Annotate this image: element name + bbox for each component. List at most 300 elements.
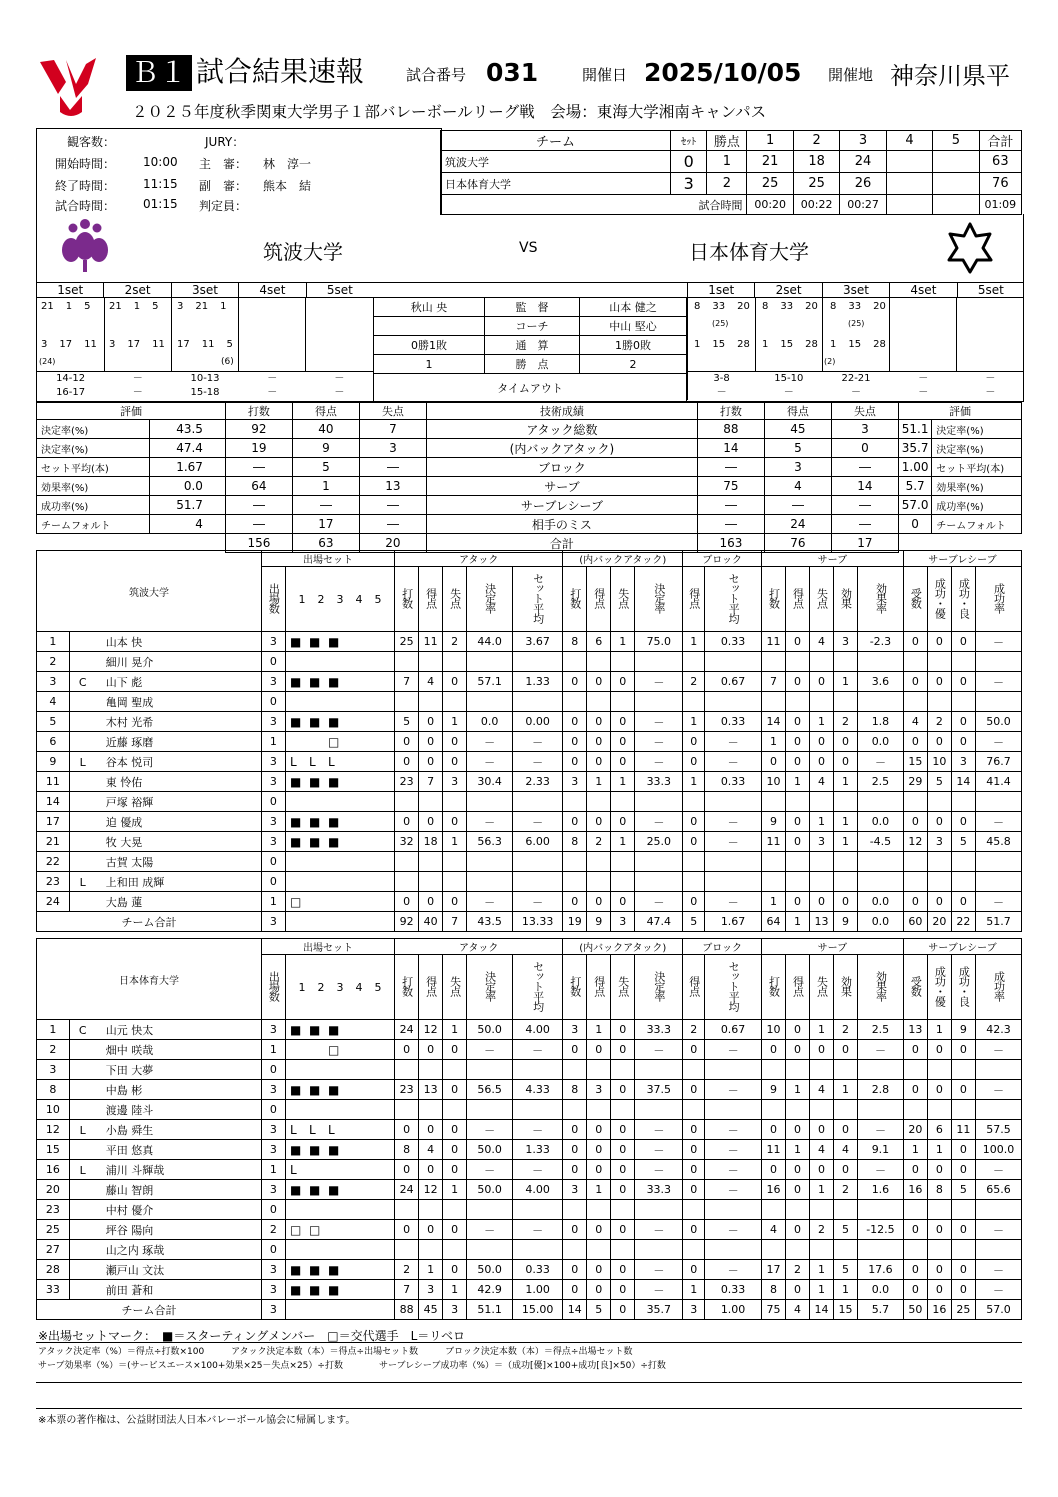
stat-value: 0 xyxy=(443,1040,467,1060)
back-header-text: 失点 xyxy=(616,975,630,996)
stat-value: 0 xyxy=(611,752,635,772)
stat-value xyxy=(761,1240,785,1260)
stat-value: － xyxy=(975,1160,1021,1180)
set-marks xyxy=(285,852,394,872)
position: 1 xyxy=(65,301,73,312)
set-mark: ■ xyxy=(308,714,321,729)
stat-value: 5 xyxy=(587,1300,611,1320)
stat-value xyxy=(903,692,927,712)
judge-label: 判定員： xyxy=(199,199,248,213)
score-points: 1 xyxy=(707,151,747,173)
position: 5 xyxy=(152,301,159,312)
score-set: 21 xyxy=(747,151,793,173)
timeout-score: － xyxy=(918,373,929,384)
stat-value: 5 xyxy=(683,912,705,932)
stat-value: － xyxy=(975,1280,1021,1300)
player-number: 11 xyxy=(37,772,70,792)
stat-value: 2 xyxy=(809,1220,833,1240)
stat-value: 0 xyxy=(611,1020,635,1040)
player-name-cell xyxy=(69,712,261,732)
err: 7 xyxy=(359,420,426,439)
player-row xyxy=(37,1280,1022,1300)
stat-value xyxy=(419,1060,443,1080)
set-numbers-header xyxy=(285,567,394,632)
stat-value: 57.5 xyxy=(975,1120,1021,1140)
eval-header: 評価 xyxy=(37,403,226,420)
stat-value: 0 xyxy=(785,1220,809,1240)
stat-value: 0.00 xyxy=(513,712,563,732)
set-number: 2 xyxy=(317,592,325,606)
serve-header xyxy=(761,955,785,1020)
stat-value: 0 xyxy=(785,832,809,852)
player-number: 14 xyxy=(37,792,70,812)
home-set-header: 1set xyxy=(37,283,104,297)
stat-value xyxy=(785,792,809,812)
stat-value: 16 xyxy=(903,1180,927,1200)
stat-value xyxy=(635,692,683,712)
stat-value xyxy=(587,1060,611,1080)
stat-value: 0 xyxy=(834,1040,858,1060)
player-row xyxy=(37,1100,1022,1120)
receive-header xyxy=(951,567,975,632)
stat-value: 7 xyxy=(395,672,419,692)
stat-value xyxy=(809,1240,833,1260)
stat-value: 0 xyxy=(761,752,785,772)
player-number: 15 xyxy=(37,1140,70,1160)
stat-value: － xyxy=(858,1120,904,1140)
away-asst: 中山 堅心 xyxy=(580,317,687,336)
group-header: ブロック xyxy=(683,551,762,567)
stat-value: 0 xyxy=(587,812,611,832)
stat-value xyxy=(834,852,858,872)
set-mark: ■ xyxy=(327,1142,340,1157)
score-header-set2: 2 xyxy=(793,131,839,151)
total-pts: 63 xyxy=(292,534,359,553)
receive-header-text: 成功・良 xyxy=(957,965,971,1006)
stat-value xyxy=(587,652,611,672)
player-name: 中村 優介 xyxy=(105,1203,154,1217)
skill-name: ブロック xyxy=(426,458,697,477)
position: 21 xyxy=(109,301,122,312)
stat-value xyxy=(443,852,467,872)
err: ― xyxy=(359,458,426,477)
stat-value: 6.00 xyxy=(513,832,563,852)
set-mark: ■ xyxy=(327,634,340,649)
stat-value xyxy=(761,652,785,672)
stat-value: -12.5 xyxy=(858,1220,904,1240)
stat-value: 1 xyxy=(683,772,705,792)
skill-name: アタック総数 xyxy=(426,420,697,439)
player-row xyxy=(37,712,1022,732)
stat-value: 0 xyxy=(951,1080,975,1100)
stat-value xyxy=(975,792,1021,812)
jva-logo xyxy=(36,54,106,120)
set-mark: ■ xyxy=(289,1182,302,1197)
stat-value xyxy=(903,872,927,892)
stat-value: 0 xyxy=(927,672,951,692)
eval-value: 1.67 xyxy=(150,458,226,477)
stat-value: 1 xyxy=(419,1260,443,1280)
blank-cell xyxy=(285,1300,394,1320)
match-number: 031 xyxy=(486,58,539,87)
stat-value: 1.8 xyxy=(858,712,904,732)
stat-value xyxy=(563,1060,587,1080)
stat-value xyxy=(951,692,975,712)
stat-value: 0 xyxy=(419,1220,443,1240)
eval-label: チームフォルト xyxy=(932,515,1022,534)
away-set-header: 3set xyxy=(823,283,890,297)
score-header-set4: 4 xyxy=(886,131,932,151)
stat-value: 4.00 xyxy=(513,1180,563,1200)
set-mark: ■ xyxy=(289,674,302,689)
stat-value xyxy=(683,652,705,672)
eval-value: 57.0 xyxy=(898,496,931,515)
serve-header-text: 失点 xyxy=(815,587,829,608)
serve-header xyxy=(785,567,809,632)
eval-label: セット平均(本) xyxy=(37,458,150,477)
stat-value: 3 xyxy=(443,1300,467,1320)
stat-value: 0 xyxy=(443,1160,467,1180)
stat-value: -4.5 xyxy=(858,832,904,852)
stat-value: 3 xyxy=(563,1020,587,1040)
stat-value xyxy=(513,1240,563,1260)
stat-value: － xyxy=(467,1120,513,1140)
stat-value: － xyxy=(467,1220,513,1240)
stat-value: 0 xyxy=(587,1280,611,1300)
stat-value: 0.0 xyxy=(858,1280,904,1300)
stat-value: 0 xyxy=(951,1160,975,1180)
timeout-score: － xyxy=(985,373,996,384)
stat-value: 45.8 xyxy=(975,832,1021,852)
timeout-score: － xyxy=(851,387,861,398)
receive-header xyxy=(903,567,927,632)
stat-value: 0 xyxy=(395,892,419,912)
score-total: 76 xyxy=(979,173,1021,195)
stat-value xyxy=(903,792,927,812)
stat-value xyxy=(927,792,951,812)
set-mark: ■ xyxy=(289,774,302,789)
attack-header-text: 得点 xyxy=(424,587,438,608)
stat-value: 1 xyxy=(761,892,785,912)
stat-value: 7 xyxy=(443,912,467,932)
att: ― xyxy=(225,496,292,515)
stat-value: － xyxy=(467,732,513,752)
stat-value: 1 xyxy=(809,712,833,732)
stat-value: － xyxy=(705,1140,762,1160)
stat-value: 10 xyxy=(761,772,785,792)
serve-header-text: 打数 xyxy=(767,587,781,608)
serve-header xyxy=(858,567,904,632)
stat-value: 0 xyxy=(419,892,443,912)
stat-value: 1 xyxy=(809,1020,833,1040)
stat-value xyxy=(809,852,833,872)
stat-value: 3.6 xyxy=(858,672,904,692)
stat-value: － xyxy=(705,892,762,912)
stat-value xyxy=(927,652,951,672)
stat-value: 1 xyxy=(683,1280,705,1300)
back-header-text: 決定率 xyxy=(652,970,666,1001)
stat-value: 0 xyxy=(563,1280,587,1300)
player-name: 迫 優成 xyxy=(105,815,143,829)
skill-header: 技術成績 xyxy=(426,403,697,420)
match-date: 2025/10/05 xyxy=(644,58,802,87)
division-badge: Ｂ１ xyxy=(126,55,192,91)
stat-value: － xyxy=(858,752,904,772)
stat-value: － xyxy=(513,892,563,912)
total-err: 17 xyxy=(831,534,898,553)
stat-value xyxy=(611,1100,635,1120)
eval-label: 決定率(%) xyxy=(37,439,150,458)
set-marks xyxy=(285,712,394,732)
player-name-cell xyxy=(69,732,261,752)
stat-value xyxy=(809,1060,833,1080)
timeout-score: － xyxy=(334,373,345,384)
eval-value: 43.5 xyxy=(150,420,226,439)
stat-value: 75.0 xyxy=(635,632,683,652)
set-time: 00:20 xyxy=(747,195,793,215)
stat-value: － xyxy=(513,1120,563,1140)
page-title: 試合結果速報 xyxy=(196,55,365,88)
stat-value xyxy=(975,692,1021,712)
appearances: 3 xyxy=(261,912,285,932)
eval-label: 決定率(%) xyxy=(932,439,1022,458)
stat-value: 0 xyxy=(611,1140,635,1160)
appearances: 3 xyxy=(261,1300,285,1320)
position: 11 xyxy=(84,339,97,350)
stat-value: 0 xyxy=(611,712,635,732)
eval-value: 0 xyxy=(898,515,931,534)
player-row xyxy=(37,832,1022,852)
stat-value: 25 xyxy=(395,632,419,652)
tech-row xyxy=(37,515,1022,534)
stat-value: 1 xyxy=(587,1020,611,1040)
set-number: 2 xyxy=(317,980,325,994)
stat-value xyxy=(834,1100,858,1120)
position: 8 xyxy=(830,301,837,312)
appearances: 3 xyxy=(261,1020,285,1040)
stat-value: 1 xyxy=(834,812,858,832)
set-mark: ■ xyxy=(289,1082,302,1097)
receive-header xyxy=(927,567,951,632)
stat-value xyxy=(395,872,419,892)
stat-value: － xyxy=(513,1160,563,1180)
player-number: 12 xyxy=(37,1120,70,1140)
appear-header xyxy=(261,955,285,1020)
set-mark: L xyxy=(308,754,316,769)
stat-value: 2.8 xyxy=(858,1080,904,1100)
player-name: 大島 蓮 xyxy=(105,895,143,909)
player-name: 瀬戸山 文汰 xyxy=(105,1263,165,1277)
stat-value: － xyxy=(467,1160,513,1180)
set-mark: ■ xyxy=(327,1082,340,1097)
set-number: 3 xyxy=(336,980,344,994)
stat-value: 4 xyxy=(809,1140,833,1160)
sub-note: (2) xyxy=(824,357,836,366)
stat-value: 50.0 xyxy=(467,1260,513,1280)
attack-header xyxy=(513,567,563,632)
appearances: 0 xyxy=(261,1240,285,1260)
player-number: 2 xyxy=(37,1040,70,1060)
stat-value: － xyxy=(635,1260,683,1280)
player-row xyxy=(37,792,1022,812)
stat-value: 0 xyxy=(419,712,443,732)
score-header-set3: 3 xyxy=(840,131,886,151)
position: 1 xyxy=(762,339,769,350)
player-row xyxy=(37,1220,1022,1240)
attack-header xyxy=(467,567,513,632)
timeout-score: 15-10 xyxy=(774,373,804,384)
group-header: サーブレシーブ xyxy=(903,939,1021,955)
serve-header-text: 打数 xyxy=(767,975,781,996)
position: 15 xyxy=(848,339,862,350)
stat-value: 1 xyxy=(809,1280,833,1300)
away-set-header: 4set xyxy=(890,283,957,297)
pts: 40 xyxy=(292,420,359,439)
player-name-cell xyxy=(69,1040,261,1060)
stat-value xyxy=(395,852,419,872)
stat-value: － xyxy=(975,632,1021,652)
stat-value: 6 xyxy=(587,632,611,652)
back-header-text: 打数 xyxy=(568,587,582,608)
position: 33 xyxy=(848,301,862,312)
eval-value: 35.7 xyxy=(898,439,931,458)
stat-value xyxy=(395,652,419,672)
player-row xyxy=(37,692,1022,712)
team-banner xyxy=(36,214,1024,283)
set-marks xyxy=(285,752,394,772)
position: 28 xyxy=(805,339,818,350)
stat-value xyxy=(419,1240,443,1260)
stat-value: 0 xyxy=(443,732,467,752)
stat-value xyxy=(683,692,705,712)
stat-value: 0 xyxy=(683,1140,705,1160)
stat-value: 0.33 xyxy=(705,632,762,652)
pts: 5 xyxy=(764,439,831,458)
receive-header-text: 成功・良 xyxy=(957,577,971,618)
receive-header-text: 受数 xyxy=(909,975,923,996)
attack-header xyxy=(419,567,443,632)
stat-value: 23 xyxy=(395,1080,419,1100)
timeout-score: 15-18 xyxy=(190,387,220,398)
stat-value: 0 xyxy=(611,1280,635,1300)
stat-value: 0 xyxy=(951,892,975,912)
stat-value: 50.0 xyxy=(467,1140,513,1160)
stat-value: － xyxy=(635,1140,683,1160)
player-number: 3 xyxy=(37,1060,70,1080)
coach-label: 監 督 xyxy=(485,298,580,317)
stat-value: 2.33 xyxy=(513,772,563,792)
set-marks xyxy=(285,1200,394,1220)
set-mark: □ xyxy=(327,734,340,749)
set-mark: ■ xyxy=(327,774,340,789)
set-mark: ■ xyxy=(308,1142,321,1157)
stat-value: 0 xyxy=(443,892,467,912)
stat-value: 0 xyxy=(834,752,858,772)
stat-value: 65.6 xyxy=(975,1180,1021,1200)
stat-value xyxy=(611,872,635,892)
stat-value: 1 xyxy=(611,832,635,852)
stat-value xyxy=(611,692,635,712)
sub-note: (25) xyxy=(712,319,729,328)
stat-value: 51.7 xyxy=(975,912,1021,932)
group-header: サーブ xyxy=(761,551,903,567)
stat-value: 0 xyxy=(683,812,705,832)
stat-value: 0 xyxy=(785,1040,809,1060)
stat-value: 35.7 xyxy=(635,1300,683,1320)
stat-value: 0 xyxy=(927,732,951,752)
stat-value xyxy=(951,872,975,892)
stat-value xyxy=(951,1240,975,1260)
stat-value xyxy=(834,692,858,712)
set-mark: □ xyxy=(289,1222,302,1237)
attack-header xyxy=(395,567,419,632)
appear-header xyxy=(261,567,285,632)
position: 33 xyxy=(712,301,726,312)
stat-value: 7 xyxy=(419,772,443,792)
err: ― xyxy=(359,496,426,515)
player-name: 平田 悠真 xyxy=(105,1143,154,1157)
attack-header-text: 打数 xyxy=(400,975,414,996)
stat-value: 2 xyxy=(683,1020,705,1040)
timeout-score: 14-12 xyxy=(56,373,86,384)
position: 3 xyxy=(177,301,184,312)
serve-header-text: 効果率 xyxy=(874,582,888,613)
set-marks xyxy=(285,1220,394,1240)
total-att: 163 xyxy=(697,534,764,553)
player-number: 9 xyxy=(37,752,70,772)
player-name: 坪谷 陽向 xyxy=(105,1223,154,1237)
back-header-text: 打数 xyxy=(568,975,582,996)
player-name: 前田 蒼和 xyxy=(105,1283,154,1297)
stat-value: 50.0 xyxy=(975,712,1021,732)
set-marks xyxy=(285,792,394,812)
player-name-cell xyxy=(69,812,261,832)
set-marks xyxy=(285,1240,394,1260)
stat-value: － xyxy=(467,892,513,912)
set-marks xyxy=(285,772,394,792)
away-pts: 2 xyxy=(580,355,687,374)
player-name-cell xyxy=(69,752,261,772)
stat-value xyxy=(395,1200,419,1220)
player-name: 山之内 琢哉 xyxy=(105,1243,165,1257)
stat-value: 5 xyxy=(927,772,951,792)
appear-header-text: 出場数 xyxy=(267,582,281,613)
player-name: 牧 大晃 xyxy=(105,835,143,849)
player-number: 17 xyxy=(37,812,70,832)
player-number: 4 xyxy=(37,692,70,712)
position: 1 xyxy=(220,301,227,312)
appearances: 0 xyxy=(261,872,285,892)
stat-value: 1.00 xyxy=(705,1300,762,1320)
score-header-team: チーム xyxy=(441,131,671,151)
stat-value xyxy=(951,1100,975,1120)
player-name-cell xyxy=(69,852,261,872)
appearances: 3 xyxy=(261,752,285,772)
stat-value xyxy=(858,692,904,712)
stat-value xyxy=(785,1200,809,1220)
stat-value: 0 xyxy=(419,732,443,752)
stat-value: 0 xyxy=(443,752,467,772)
stat-value xyxy=(419,872,443,892)
set-number: 4 xyxy=(355,980,363,994)
player-name: 畑中 咲哉 xyxy=(105,1043,154,1057)
stat-value xyxy=(975,1240,1021,1260)
block-header-text: 得点 xyxy=(687,975,701,996)
stat-value: 50 xyxy=(903,1300,927,1320)
score-set xyxy=(886,151,932,173)
stat-value: 1 xyxy=(443,1180,467,1200)
attack-header-text: セット平均 xyxy=(531,960,545,1011)
